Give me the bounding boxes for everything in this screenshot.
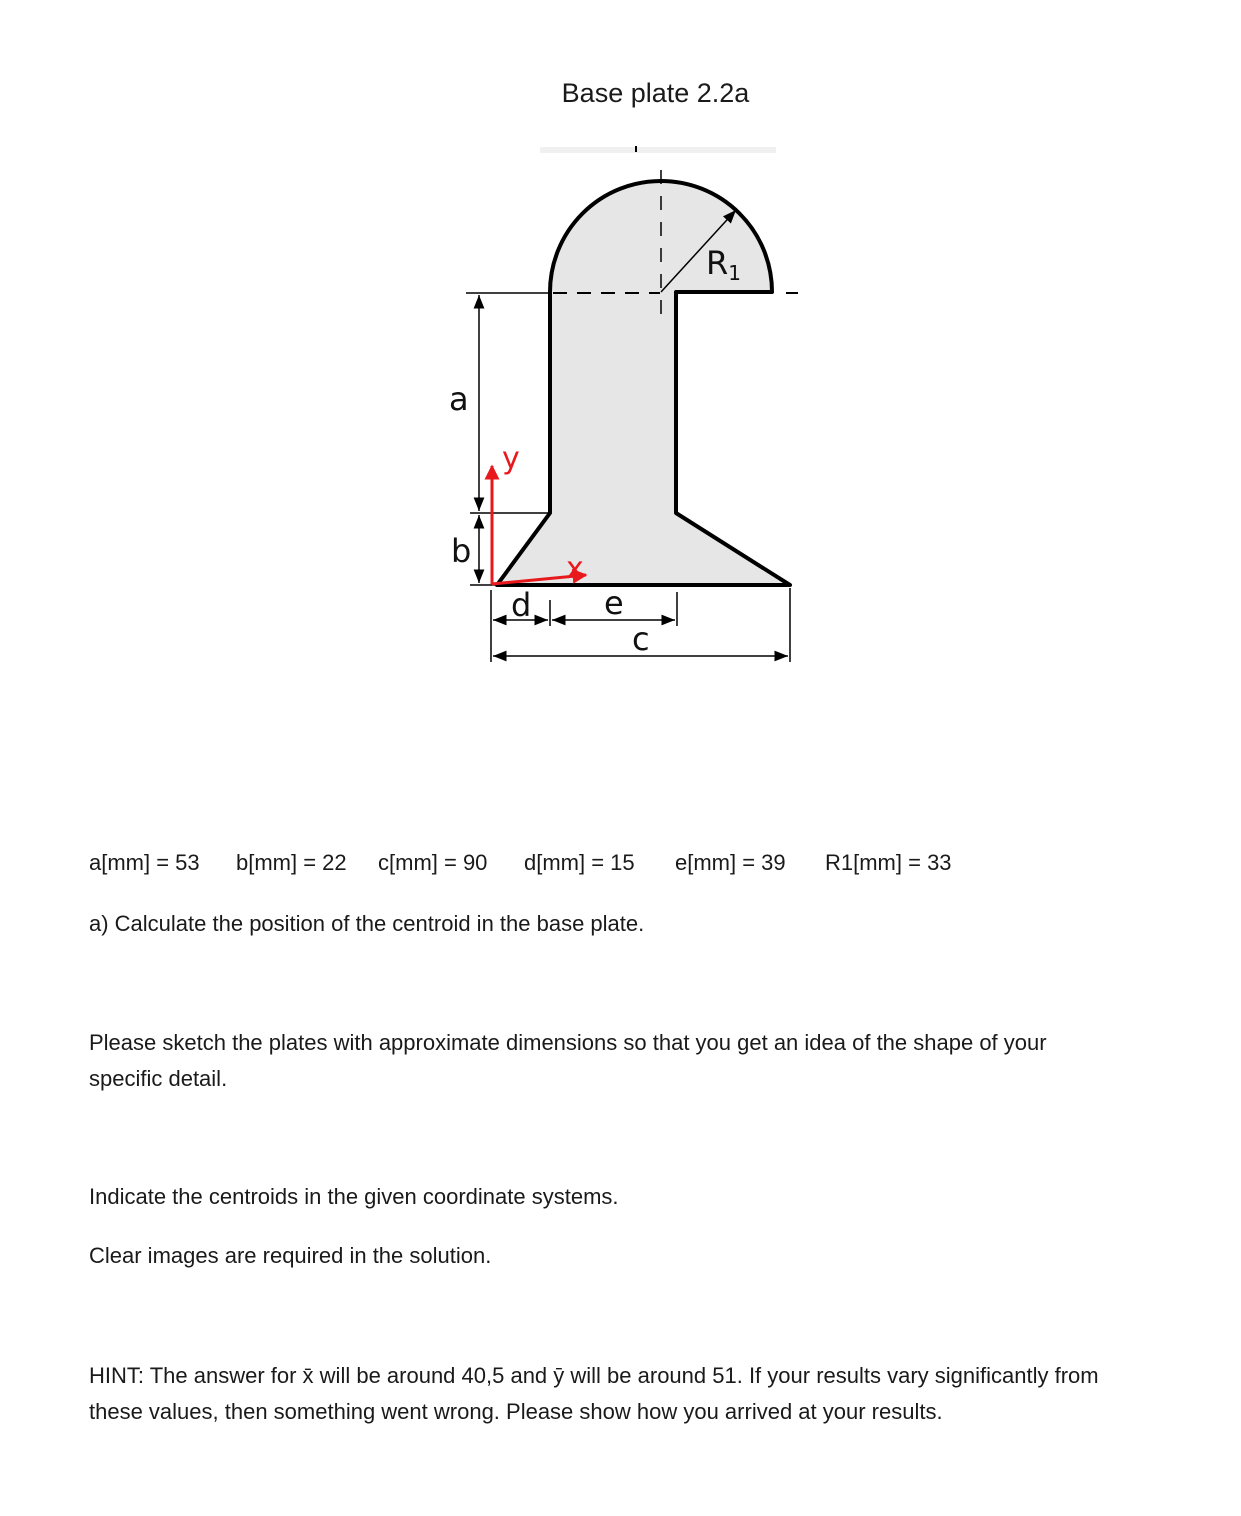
indicate-centroids: Indicate the centroids in the given coordinate systems. xyxy=(89,1184,619,1209)
clear-images-note: Clear images are required in the solution. xyxy=(89,1243,492,1268)
dim-b-label: b xyxy=(451,532,472,570)
param-r1: R1[mm] = 33 xyxy=(825,850,952,875)
r1-label: R1 xyxy=(706,244,741,285)
hint xyxy=(89,1358,1189,1430)
hint-line-2: these values, then something went wrong. Please show how you arrived at your results. xyxy=(89,1399,943,1424)
dim-a-label: a xyxy=(449,380,469,418)
sketch-line-1: Please sketch the plates with approximate dimensions so that you get an idea of the shape of your xyxy=(89,1030,1047,1055)
param-c: c[mm] = 90 xyxy=(378,850,488,875)
sketch-instructions xyxy=(89,1025,1189,1097)
question-a: a) Calculate the position of the centroid in the base plate. xyxy=(89,911,645,936)
hint-line-1: HINT: The answer for x̄ will be around 40,5 and ȳ will be around 51. If your results vary significantly from xyxy=(89,1363,1099,1388)
x-axis-label: x xyxy=(566,551,584,586)
parameter-list xyxy=(89,850,952,876)
param-b: b[mm] = 22 xyxy=(236,850,347,875)
dim-d-label: d xyxy=(511,586,532,624)
param-e: e[mm] = 39 xyxy=(675,850,786,875)
dim-c-label: c xyxy=(632,620,650,658)
y-axis-label: y xyxy=(502,441,520,476)
param-a: a[mm] = 53 xyxy=(89,850,200,875)
dim-e-label: e xyxy=(604,584,624,622)
plate-outline xyxy=(497,181,790,585)
figure-title: Base plate 2.2a xyxy=(561,78,750,108)
sketch-line-2: specific detail. xyxy=(89,1066,228,1091)
param-d: d[mm] = 15 xyxy=(524,850,635,875)
